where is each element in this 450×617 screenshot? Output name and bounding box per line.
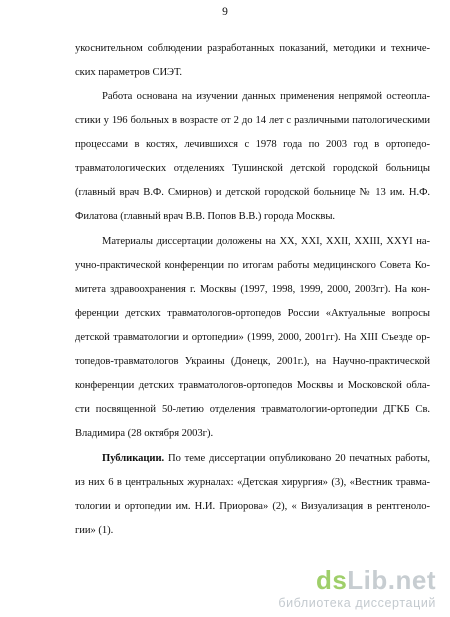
dslib-logo-suffix: Lib.net bbox=[347, 565, 436, 595]
paragraph-4-line-1-text: По теме диссертации опубликовано 20 печатных работы, bbox=[164, 453, 430, 464]
paragraph-1-line-2: ских параметров СИЭТ. bbox=[75, 67, 182, 78]
dslib-logo-prefix: ds bbox=[315, 565, 348, 595]
dslib-subtitle: библиотека диссертаций bbox=[278, 596, 436, 610]
dslib-watermark bbox=[246, 565, 436, 615]
paragraph-4-line-2: из них 6 в центральных журналах: «Детская хирургия» (3), «Вестник травма- bbox=[75, 477, 430, 488]
paragraph-3-line-5: детской травматологии и ортопедии» (1999, 2000, 2001гг). На XIII Съезде ор- bbox=[75, 332, 430, 343]
paragraph-3-line-4: ференции детских травматологов-ортопедов России «Актуальные вопросы bbox=[75, 308, 430, 319]
paragraph-2-line-6: Филатова (главный врач В.В. Попов В.В.) города Москвы. bbox=[75, 211, 336, 222]
paragraph-4-line-4: гии» (1). bbox=[75, 525, 114, 536]
paragraph-1-line-1: укоснительном соблюдении разработанных показаний, методики и техниче- bbox=[75, 43, 430, 54]
paragraph-2-line-5: (главный врач В.Ф. Смирнов) и детской городской больнице № 13 им. Н.Ф. bbox=[75, 187, 430, 198]
paragraph-2-line-4: травматологических отделениях Тушинской детской городской больницы bbox=[75, 163, 430, 174]
paragraph-3-line-2: учно-практической конференции по итогам работы медицинского Совета Ко- bbox=[75, 260, 430, 271]
paragraph-4-line-3: тологии и ортопедии им. Н.И. Приорова» (2), « Визуализация в рентгеноло- bbox=[75, 501, 430, 512]
paragraph-3-line-7: конференции детских травматологов-ортопедов Москвы и Московской обла- bbox=[75, 380, 430, 391]
paragraph-2-line-1: Работа основана на изучении данных применения непрямой остеопла- bbox=[102, 91, 430, 102]
paragraph-3-line-6: топедов-травматологов Украины (Донецк, 2001г.), на Научно-практической bbox=[75, 356, 430, 367]
paragraph-3-line-8: сти посвященной 50-летию отделения травматологии-ортопедии ДГКБ Св. bbox=[75, 404, 430, 415]
paragraph-2-line-3: процессами в костях, лечившихся с 1978 года по 2003 год в ортопедо- bbox=[75, 139, 430, 150]
publications-heading: Публикации. bbox=[102, 453, 165, 464]
page-number: 9 bbox=[222, 6, 228, 18]
paragraph-4-line-1 bbox=[102, 453, 430, 465]
paragraph-3-line-3: митета здравоохранения г. Москвы (1997, 1998, 1999, 2000, 2003гг). На кон- bbox=[75, 284, 430, 295]
dslib-logo bbox=[316, 565, 436, 596]
paragraph-3-line-1: Материалы диссертации доложены на XX, XXI, XXII, XXIII, XXYI на- bbox=[102, 236, 430, 247]
paragraph-2-line-2: стики у 196 больных в возрасте от 2 до 14 лет с различными патологическими bbox=[75, 115, 430, 126]
paragraph-3-line-9: Владимира (28 октября 2003г). bbox=[75, 428, 214, 439]
